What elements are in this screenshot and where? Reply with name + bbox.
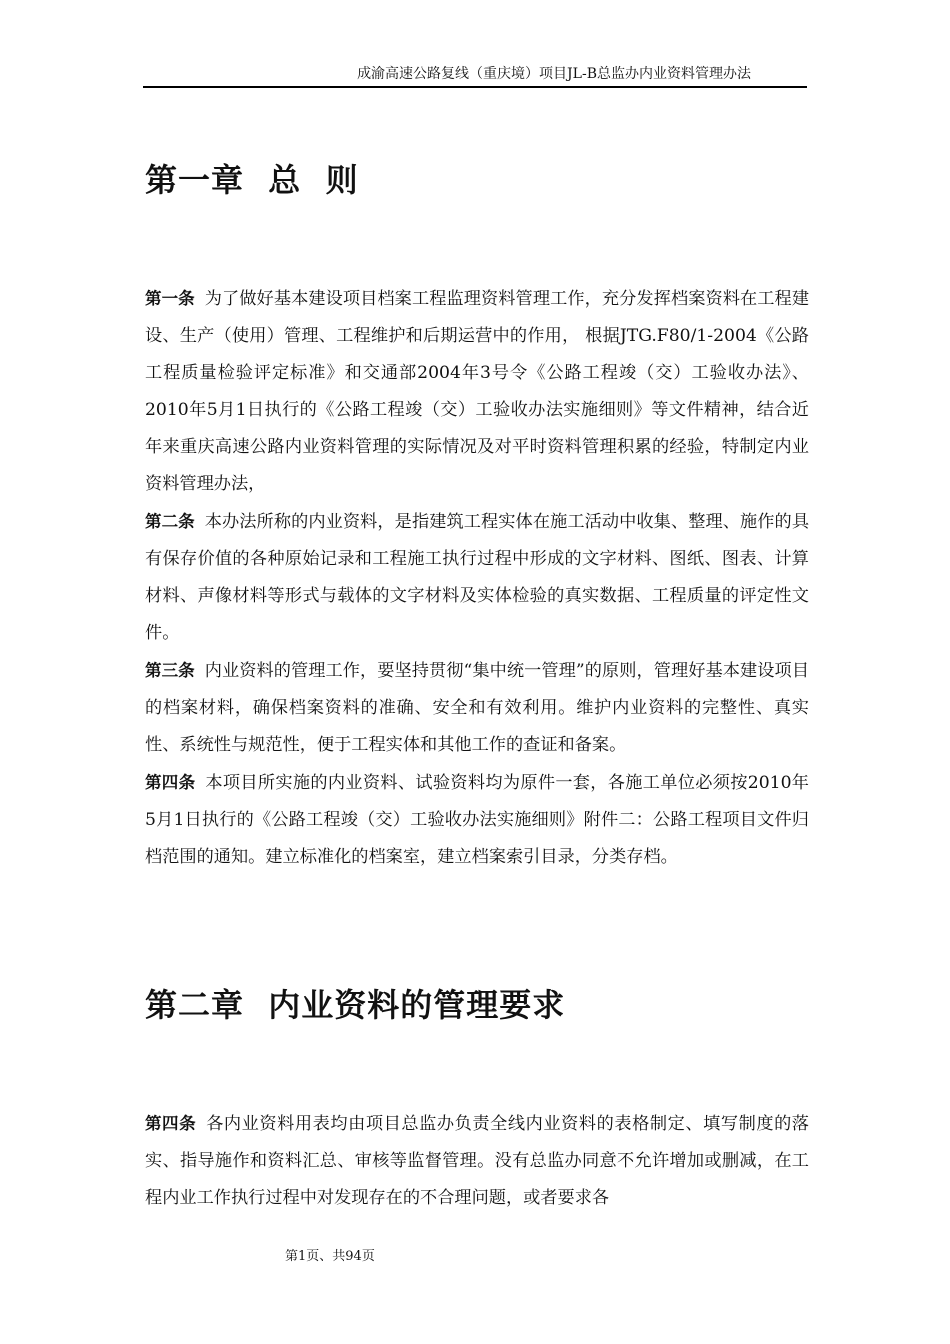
article-2 [145, 503, 809, 652]
page-header [143, 62, 807, 88]
article-3-label: 第三条 [145, 661, 195, 680]
article-4-text: 本项目所实施的内业资料、试验资料均为原件一套，各施工单位必须按2010年5月1日执行的《公路工程竣（交）工验收办法实施细则》附件二：公路工程项目文件归档范围的通知。建立标准化的档案室，建立档案索引目录，分类存档。 [145, 773, 809, 867]
article-4-label: 第四条 [145, 773, 196, 792]
article-2-text: 本办法所称的内业资料，是指建筑工程实体在施工活动中收集、整理、施作的具有保存价值的各种原始记录和工程施工执行过程中形成的文字材料、图纸、图表、计算材料、声像材料等形式与载体的文字材料及实体检验的真实数据、工程质量的评定性文件。 [145, 512, 810, 643]
article-1-text: 为了做好基本建设项目档案工程监理资料管理工作，充分发挥档案资料在工程建设、生产（使用）管理、工程维护和后期运营中的作用， 根据JTG.F80/1-2004《公路工程质量检验评定标准》和交通部2004年3号令《公路工程竣（交）工验收办法》、2010年5月1日执行的《公路工程竣（交）工验收办法实施细则》等文件精神，结合近年来重庆高速公路内业资料管理的实际情况及对平时资料管理积累的经验，特制定内业资料管理办法， [145, 289, 810, 494]
page-number: 第1页、共94页 [285, 1249, 375, 1264]
chapter-2-article-4-text: 各内业资料用表均由项目总监办负责全线内业资料的表格制定、填写制度的落实、指导施作和资料汇总、审核等监督管理。没有总监办同意不允许增加或删减，在工程内业工作执行过程中对发现存在的不合理问题，或者要求各 [145, 1114, 809, 1208]
chapter-2-title: 第二章 内业资料的管理要求 [145, 986, 566, 1024]
article-1 [145, 280, 809, 503]
article-1-label: 第一条 [145, 289, 195, 308]
article-3 [145, 652, 809, 764]
chapter-2-article-4-label: 第四条 [145, 1114, 197, 1133]
chapter-1-title: 第一章 总 则 [145, 161, 359, 199]
article-3-text: 内业资料的管理工作，要坚持贯彻“集中统一管理”的原则，管理好基本建设项目的档案材料，确保档案资料的准确、安全和有效利用。维护内业资料的完整性、真实性、系统性与规范性，便于工程实体和其他工作的查证和备案。 [145, 661, 810, 755]
chapter-2-body [145, 1105, 809, 1217]
header-title: 成渝高速公路复线（重庆境）项目JL-B总监办内业资料管理办法 [357, 66, 751, 82]
article-4 [145, 764, 809, 876]
chapter-1-body [145, 280, 809, 876]
chapter-2-article-4 [145, 1105, 809, 1217]
article-2-label: 第二条 [145, 512, 195, 531]
page-footer [285, 1248, 375, 1266]
